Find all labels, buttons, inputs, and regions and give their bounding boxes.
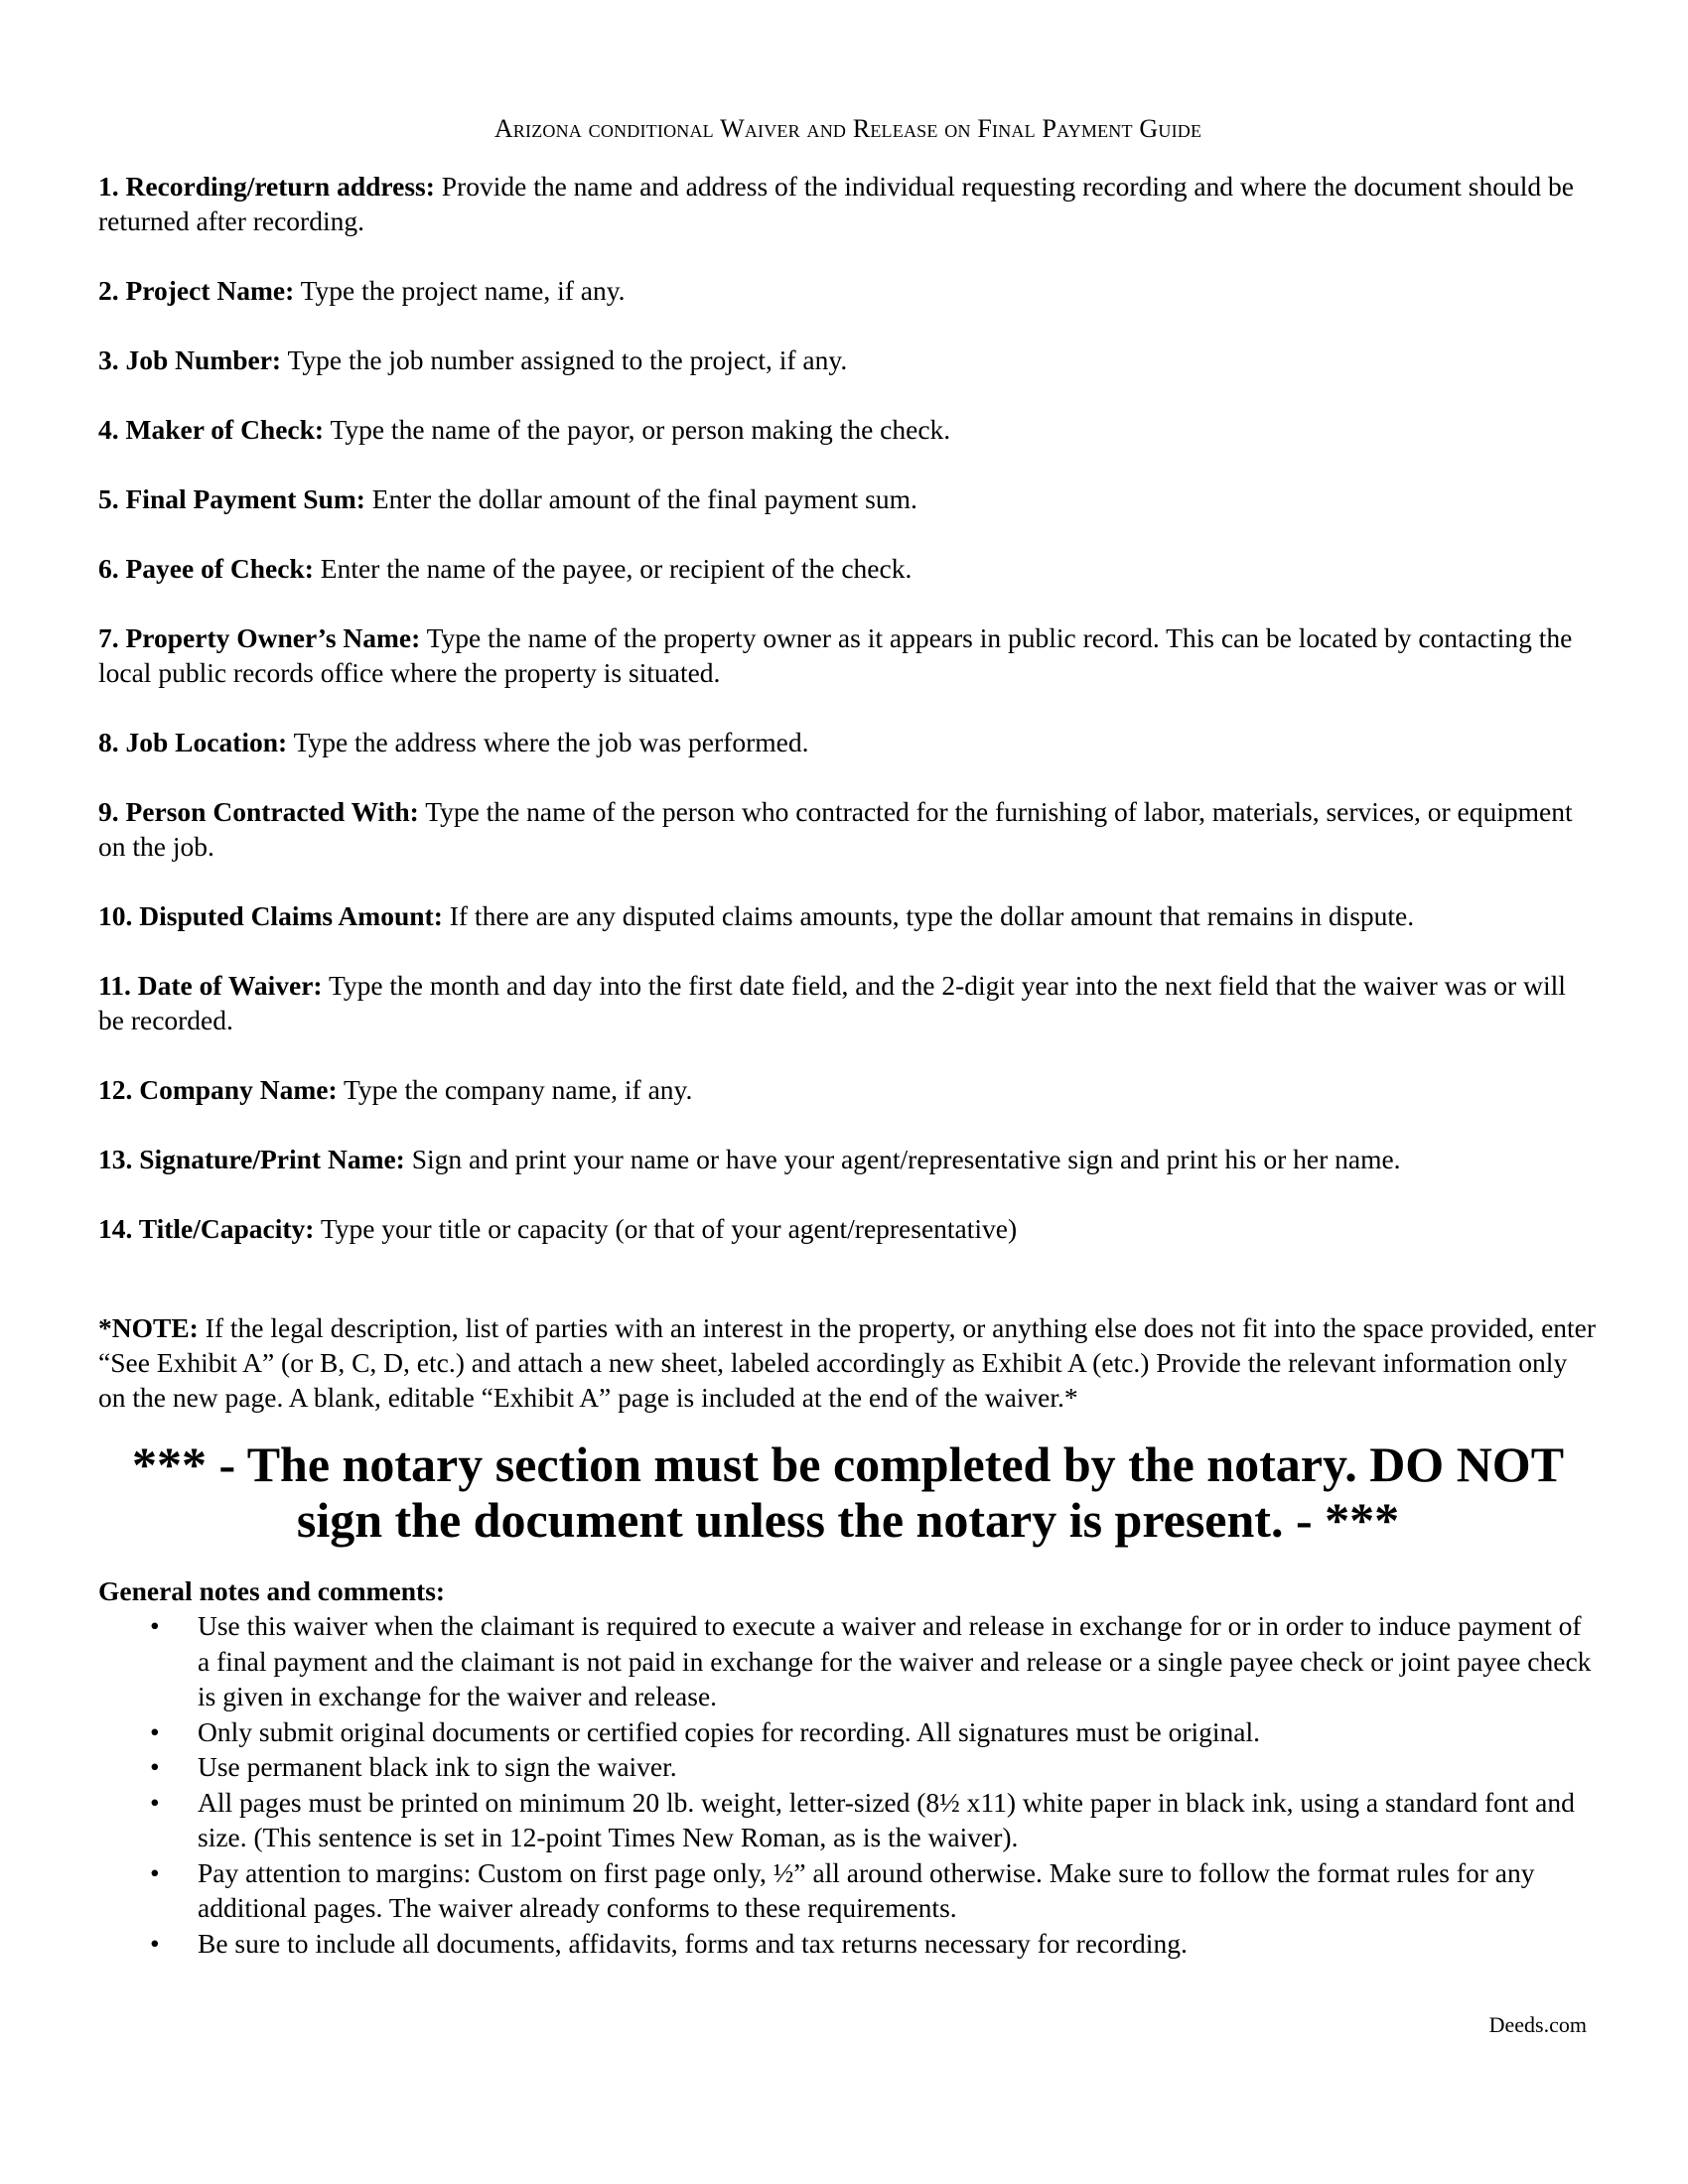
instruction-text: Sign and print your name or have your agent/representative sign and print his or her name. bbox=[404, 1144, 1401, 1174]
notary-warning: *** - The notary section must be completed by the notary. DO NOT sign the document unless the notary is present. - *** bbox=[131, 1436, 1565, 1548]
general-note-item bbox=[98, 1714, 1598, 1750]
general-notes-title: General notes and comments: bbox=[98, 1575, 446, 1606]
instruction-item bbox=[98, 620, 1598, 690]
instruction-item bbox=[98, 342, 1598, 377]
general-note-item bbox=[98, 1926, 1598, 1962]
instruction-text: Type the project name, if any. bbox=[294, 275, 626, 306]
instruction-list bbox=[98, 169, 1598, 1246]
instruction-label: 14. Title/Capacity: bbox=[98, 1213, 315, 1244]
instruction-label: 12. Company Name: bbox=[98, 1074, 338, 1105]
instruction-text: Type the job number assigned to the project, if any. bbox=[281, 344, 848, 375]
general-note-text: Only submit original documents or certified copies for recording. All signatures must be original. bbox=[198, 1715, 1260, 1747]
instruction-text: Type the name of the person who contracted for the furnishing of labor, materials, services, or equipment on the job. bbox=[98, 796, 1573, 862]
footer-brand: Deeds.com bbox=[1488, 2012, 1587, 2037]
bullet-icon: • bbox=[150, 1610, 160, 1641]
instruction-label: 4. Maker of Check: bbox=[98, 414, 325, 445]
bullet-icon: • bbox=[150, 1715, 160, 1747]
general-note-item bbox=[98, 1749, 1598, 1785]
document-page bbox=[98, 99, 1598, 1961]
general-note-text: Use this waiver when the claimant is required to execute a waiver and release in exchange for or in order to induce payment of a final payment and the claimant is not paid in exchange for the waiver and release or a single payee check or joint payee check is given in exchange for the waiver and release. bbox=[198, 1610, 1592, 1711]
instruction-item bbox=[98, 898, 1598, 933]
bullet-icon: • bbox=[150, 1786, 160, 1818]
instruction-label: 1. Recording/return address: bbox=[98, 171, 435, 202]
instruction-label: 11. Date of Waiver: bbox=[98, 970, 323, 1001]
general-note-item bbox=[98, 1608, 1598, 1714]
instruction-text: Enter the name of the payee, or recipient of the check. bbox=[313, 553, 913, 584]
instruction-label: 6. Payee of Check: bbox=[98, 553, 314, 584]
instruction-text: Type the company name, if any. bbox=[337, 1074, 693, 1105]
instruction-item bbox=[98, 794, 1598, 864]
instruction-item bbox=[98, 169, 1598, 238]
bullet-icon: • bbox=[150, 1751, 160, 1782]
note-label: *NOTE: bbox=[98, 1312, 199, 1343]
instruction-label: 3. Job Number: bbox=[98, 344, 282, 375]
general-note-text: Pay attention to margins: Custom on first page only, ½” all around otherwise. Make sure to follow the format rules for any additional pages. The waiver already conforms to these requirements. bbox=[198, 1856, 1535, 1923]
instruction-text: Enter the dollar amount of the final payment sum. bbox=[364, 483, 917, 514]
instruction-item bbox=[98, 481, 1598, 516]
bullet-icon: • bbox=[150, 1856, 160, 1888]
instruction-item bbox=[98, 551, 1598, 586]
instruction-label: 2. Project Name: bbox=[98, 275, 295, 306]
instruction-item bbox=[98, 1142, 1598, 1176]
instruction-text: Type the name of the property owner as it appears in public record. This can be located by contacting the local public records office where the property is situated. bbox=[98, 622, 1573, 688]
instruction-text: Type the address where the job was performed. bbox=[287, 727, 809, 757]
instruction-item bbox=[98, 1072, 1598, 1107]
note-paragraph bbox=[98, 1310, 1598, 1415]
instruction-item bbox=[98, 968, 1598, 1037]
general-note-text: Be sure to include all documents, affidavits, forms and tax returns necessary for recording. bbox=[198, 1927, 1188, 1959]
instruction-item bbox=[98, 1211, 1598, 1246]
document-title: Arizona conditional Waiver and Release on Final Payment Guide bbox=[493, 114, 1202, 143]
instruction-item bbox=[98, 412, 1598, 447]
general-note-text: All pages must be printed on minimum 20 lb. weight, letter-sized (8½ x11) white paper in black ink, using a standard font and size. (This sentence is set in 12-point Times New Roman, as is the waiver). bbox=[198, 1786, 1575, 1852]
instruction-label: 5. Final Payment Sum: bbox=[98, 483, 365, 514]
instruction-label: 8. Job Location: bbox=[98, 727, 288, 757]
general-notes-list bbox=[98, 1608, 1598, 1961]
instruction-label: 13. Signature/Print Name: bbox=[98, 1144, 405, 1174]
bullet-icon: • bbox=[150, 1927, 160, 1959]
instruction-text: Provide the name and address of the individual requesting recording and where the document should be returned after recording. bbox=[98, 171, 1574, 236]
instruction-label: 9. Person Contracted With: bbox=[98, 796, 419, 827]
instruction-text: Type the name of the payor, or person making the check. bbox=[324, 414, 951, 445]
note-text: If the legal description, list of parties with an interest in the property, or anything else does not fit into the space provided, enter “See Exhibit A” (or B, C, D, etc.) and attach a new sheet, labeled accordingly as Exhibit A (etc.) Provide the relevant information only on the new page. A blank, editable “Exhibit A” page is included at the end of the waiver.* bbox=[98, 1312, 1597, 1413]
instruction-text: Type your title or capacity (or that of your agent/representative) bbox=[314, 1213, 1018, 1244]
instruction-item bbox=[98, 273, 1598, 308]
instruction-text: If there are any disputed claims amounts, type the dollar amount that remains in dispute. bbox=[442, 900, 1415, 931]
instruction-label: 10. Disputed Claims Amount: bbox=[98, 900, 443, 931]
instruction-item bbox=[98, 725, 1598, 759]
instruction-text: Type the month and day into the first date field, and the 2-digit year into the next field that the waiver was or will be recorded. bbox=[98, 970, 1566, 1035]
general-note-item bbox=[98, 1855, 1598, 1926]
general-note-item bbox=[98, 1785, 1598, 1855]
general-note-text: Use permanent black ink to sign the waiver. bbox=[198, 1751, 677, 1782]
instruction-label: 7. Property Owner’s Name: bbox=[98, 622, 421, 653]
